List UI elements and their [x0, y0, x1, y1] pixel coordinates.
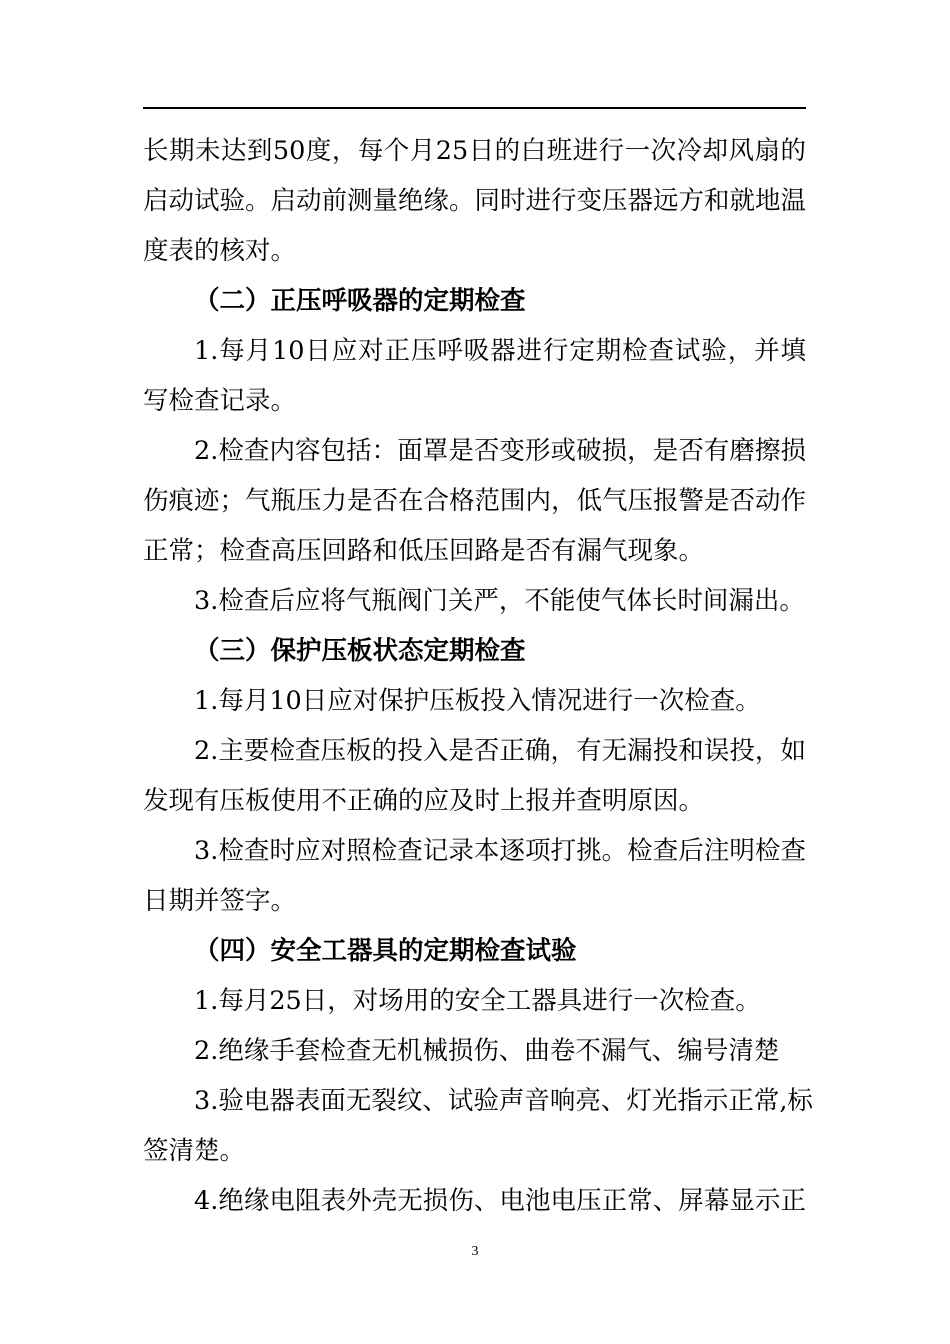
paragraph-line: 伤痕迹；气瓶压力是否在合格范围内，低气压报警是否动作 — [143, 486, 807, 516]
header-rule — [143, 107, 806, 109]
section-heading: （二）正压呼吸器的定期检查 — [194, 286, 526, 316]
paragraph-line: 长期未达到50度，每个月25日的白班进行一次冷却风扇的 — [143, 136, 806, 166]
paragraph-line: 2.检查内容包括：面罩是否变形或破损，是否有磨擦损 — [194, 436, 806, 466]
paragraph-line: 签清楚。 — [143, 1136, 246, 1166]
section-heading: （四）安全工器具的定期检查试验 — [194, 936, 577, 966]
paragraph-line: 2.主要检查压板的投入是否正确，有无漏投和误投，如 — [194, 736, 806, 766]
paragraph-line: 度表的核对。 — [143, 236, 297, 266]
page-body — [143, 126, 813, 1226]
paragraph-line: 启动试验。启动前测量绝缘。同时进行变压器远方和就地温 — [143, 186, 807, 216]
paragraph-line: 3.检查后应将气瓶阀门关严，不能使气体长时间漏出。 — [194, 586, 805, 616]
paragraph-line: 日期并签字。 — [143, 886, 297, 916]
paragraph-line: 发现有压板使用不正确的应及时上报并查明原因。 — [143, 786, 705, 816]
paragraph-line: 1.每月10日应对正压呼吸器进行定期检查试验，并填 — [194, 336, 806, 366]
paragraph-line: 写检查记录。 — [143, 386, 297, 416]
paragraph-line: 3.验电器表面无裂纹、试验声音响亮、灯光指示正常,标 — [194, 1086, 813, 1116]
paragraph-line: 3.检查时应对照检查记录本逐项打挑。检查后注明检查 — [194, 836, 806, 866]
section-heading: （三）保护压板状态定期检查 — [194, 636, 526, 666]
paragraph-line: 4.绝缘电阻表外壳无损伤、电池电压正常、屏幕显示正 — [194, 1186, 806, 1216]
page-number: 3 — [471, 1244, 479, 1259]
paragraph-line: 1.每月10日应对保护压板投入情况进行一次检查。 — [194, 686, 761, 716]
paragraph-line: 1.每月25日，对场用的安全工器具进行一次检查。 — [194, 986, 761, 1016]
paragraph-line: 2.绝缘手套检查无机械损伤、曲卷不漏气、编号清楚 — [194, 1036, 780, 1066]
paragraph-line: 正常；检查高压回路和低压回路是否有漏气现象。 — [143, 536, 705, 566]
